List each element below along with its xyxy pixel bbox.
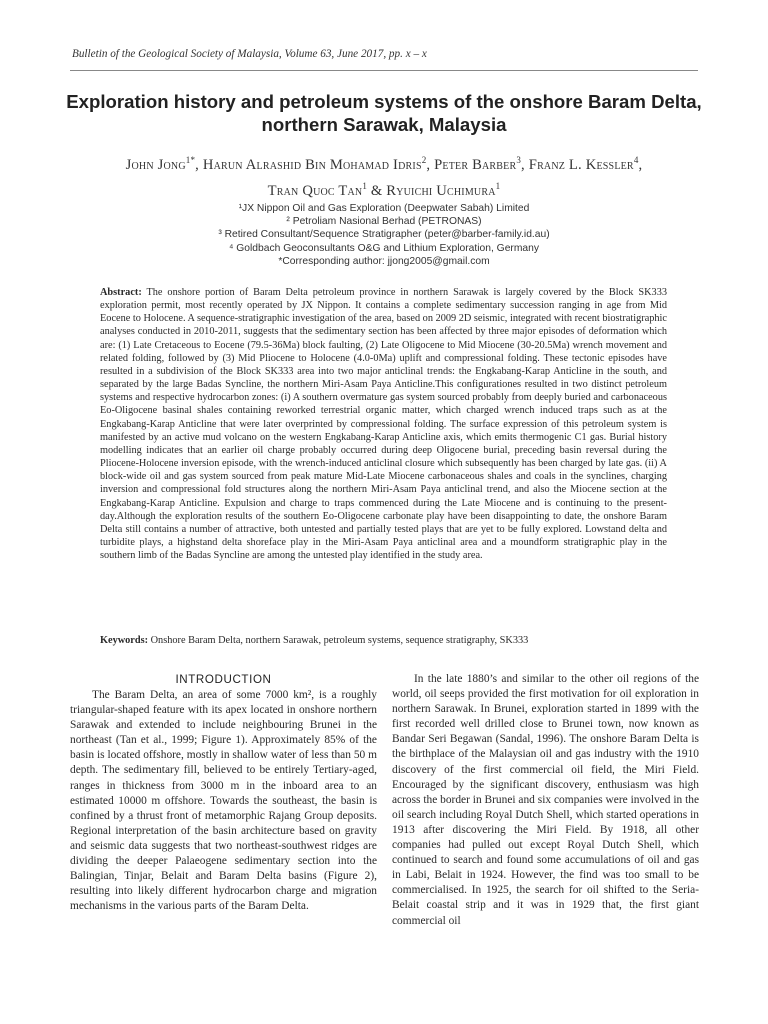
author-separator: , (426, 156, 435, 173)
author-name: Ryuichi Uchimura (386, 182, 496, 199)
section-heading-introduction: INTRODUCTION (175, 673, 272, 686)
abstract-label: Abstract: (100, 287, 142, 298)
affiliation-3: ³ Retired Consultant/Sequence Stratigrapher (peter@barber-family.id.au) (218, 229, 550, 241)
author-affiliation-mark: 1 (362, 180, 368, 191)
author-name: Tran Quoc Tan (267, 182, 363, 199)
author-name: Harun Alrashid Bin Mohamad Idris (202, 156, 422, 173)
header-rule (70, 70, 698, 71)
author-affiliation-mark: 3 (516, 155, 522, 165)
right-column (392, 672, 699, 929)
keywords (100, 634, 667, 647)
abstract-text: The onshore portion of Baram Delta petroleum province in northern Sarawak is largely covered by the Block SK333 exploration permit, most recently operated by JX Nippon. It contains a complete sedimentary succession ranging in age from Mid Eocene to Holocene. A sequence-stratigraphic investigation of the area, based on 2009 2D seismic, integrated with recent biostratigraphic analyses conducted in 2010-2011, suggests that the sedimentary section has been affected by three major episodes of deformation which are: (1) Late Cretaceous to Eocene (79.5-36Ma) block faulting, (2) Late Oligocene to Mid Miocene (30-20.5Ma) wrench movement and related folding, followed by (3) Mid Pliocene to Holocene (4.0-0Ma) uplift and compressional folding. These tectonic episodes have resulted in a subdivision of the Block SK333 area into two major anticlinal trends: the Engkabang-Karap Anticline in the south, and separated by the large Badas Syncline, the northern Miri-Asam Paya Anticline.This configurationes resulted in two distinct petroleum systems and respective hydrocarbon zones: (i) A southern overmature gas system sourced probably from deeply buried and carbonaceous Eo-Oligocene basinal shales containing reworked terrestrial organic matter, which charged wrench induced traps such as at the Engkabang-Karap Anticline that were later overprinted by compressional folding. The surface expression of this petroleum system is manifested by an active mud volcano on the western Engkabang-Karap Anticline axis, which emits thermogenic C1 gas. Burial history modelling indicates that an earlier oil charge probably occurred during deep Oligocene burial, preceding basin reversal during the Pliocene-Holocene inversion episode, with the wrench-induced anticlinal closure which subsequently has been charged by late gas. (ii) A block-wide oil and gas system sourced from peak mature Mid-Late Miocene carbonaceous shales and coals in the synclines, charging inversion and compressional fold structures along the northern Miri-Asam Paya anticlinal trend, and also the Miocene section at the Engkabang-Karap Anticline. Expulsion and charge to traps commenced during the Late Miocene and is continuing to the present-day.Although the exploration results of the southern Eo-Oligocene carbonate play have been disappointing to date, the onshore Baram Delta still contains a number of attractive, both untested and partially tested plays that are yet to be fully explored. Lowstand delta and turbidite plays, a highstand delta shoreface play in the Miri-Asam Paya anticlinal area and a moundform stratigraphic play in the southern limb of the Badas Syncline are among the untested play identified in the study area. (100, 287, 667, 562)
abstract (100, 286, 667, 562)
author-separator: , (195, 156, 203, 173)
corresponding-author: *Corresponding author: jjong2005@gmail.com (278, 255, 490, 267)
author-list (60, 150, 708, 202)
left-column (70, 672, 377, 914)
author-affiliation-mark: 2 (421, 155, 427, 165)
intro-paragraph-right: In the late 1880’s and similar to the other oil regions of the world, oil seeps provided the first motivation for oil exploration in northern Sarawak. In Brunei, exploration started in 1899 with the first recorded well drilled close to Brunei town, now known as Bandar Seri Begawan (Sandal, 1996). The onshore Baram Delta is the birthplace of the Malaysian oil and gas industry with the 1910 discovery of the first commercial oil field, the Miri Field. Encouraged by the significant discovery, enthusiasm was high across the border in Brunei and six companies were involved in the oil search including Royal Dutch Shell, which started operations in 1913 after discovering the Miri Field. By 1918, all other companies had pulled out except Royal Dutch Shell, which continued to search and found some accumulations of oil and gas in Labi, Belait in 1924. However, the find was too small to be commercialised. In 1925, the search for oil shifted to the Seria-Belait coastal strip and it was in 1929 that, the first giant commercial oil (392, 673, 699, 927)
intro-paragraph-left: The Baram Delta, an area of some 7000 km², is a roughly triangular-shaped feature with its apex located in onshore northern Sarawak and extended to include neighbouring Brunei in the northeast (Tan et al., 1999; Figure 1). Approximately 85% of the basin is located offshore, mostly in shallow water of less than 50 m depth. The sedimentary fill, believed to be entirely Tertiary-aged, ranges in thickness from 3000 m in the inboard area to an estimated 10000 m offshore. Towards the southeast, the basin is confined by a thrust front of metamorphic Rajang Group deposits. Regional interpretation of the basin architecture based on gravity and seismic data suggests that two northeast-southwest ridges are dividing the deeper Palaeogene sedimentary section into the Balingian, Tinjar, Belait and Baram Delta basins (Figure 2), resulting into likely different hydrocarbon charge and migration mechanisms in the various parts of the Baram Delta. (70, 689, 377, 913)
author-line-2 (60, 176, 708, 202)
journal-citation-line: Bulletin of the Geological Society of Malaysia, Volume 63, June 2017, pp. x – x (72, 48, 427, 60)
author-affiliation-mark: 1 (495, 180, 501, 191)
affiliation-1: ¹JX Nippon Oil and Gas Exploration (Deepwater Sabah) Limited (238, 203, 530, 214)
author-name: John Jong (125, 156, 186, 173)
author-affiliation-mark: 1* (185, 155, 196, 165)
keywords-text: Onshore Baram Delta, northern Sarawak, petroleum systems, sequence stratigraphy, SK333 (148, 635, 529, 646)
author-name: Franz L. Kessler (528, 156, 634, 173)
affiliation-4: ⁴ Goldbach Geoconsultants O&G and Lithium Exploration, Germany (228, 242, 540, 254)
affiliation-2: ² Petroliam Nasional Berhad (PETRONAS) (286, 216, 482, 228)
author-separator: , (638, 156, 643, 173)
author-name: Peter Barber (434, 156, 517, 173)
paper-title: Exploration history and petroleum systems of the onshore Baram Delta, northern Sarawak, Malaysia (66, 91, 702, 135)
author-separator: & (367, 182, 387, 199)
keywords-label: Keywords: (100, 635, 149, 646)
affiliations (100, 202, 668, 268)
author-affiliation-mark: 4 (633, 155, 639, 165)
author-line-1 (60, 150, 708, 176)
author-separator: , (521, 156, 529, 173)
